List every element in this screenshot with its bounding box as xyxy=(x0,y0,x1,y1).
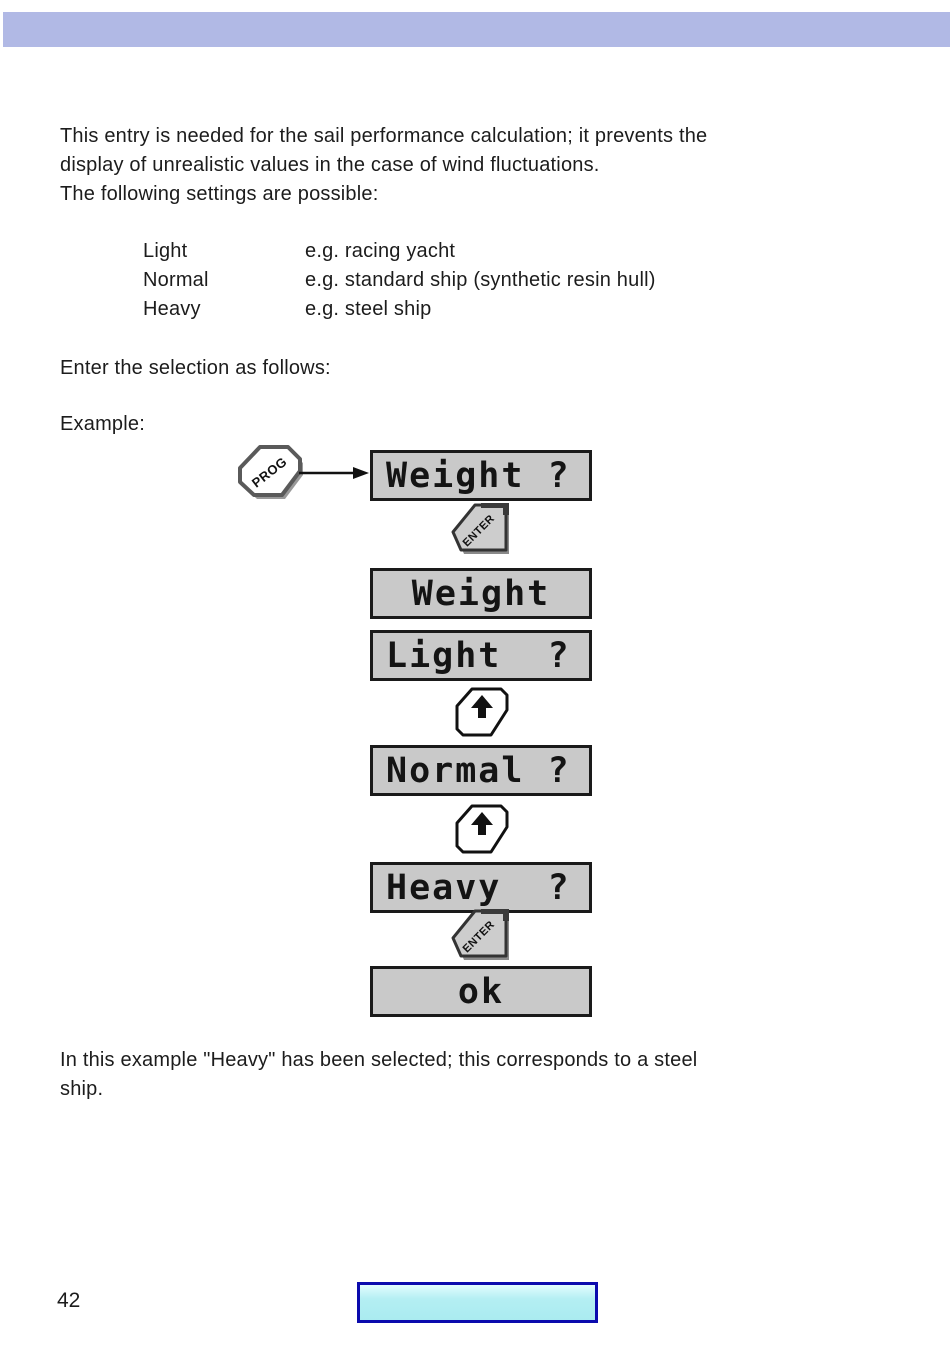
setting-label: Normal xyxy=(143,269,209,291)
lcd-text: ok xyxy=(457,971,505,1012)
lcd-text: Normal ? xyxy=(386,750,571,791)
settings-row xyxy=(143,295,656,324)
conclusion-line-2: ship. xyxy=(60,1078,104,1100)
enter-key-icon xyxy=(451,909,511,964)
conclusion-paragraph xyxy=(60,1046,697,1104)
setting-label: Light xyxy=(143,240,188,262)
setting-label: Heavy xyxy=(143,298,201,320)
conclusion-line-1: In this example "Heavy" has been selected; this corresponds to a steel xyxy=(60,1049,698,1071)
page-number: 42 xyxy=(57,1289,81,1312)
lcd-text: Heavy ? xyxy=(386,867,571,908)
prog-key-icon xyxy=(238,445,306,502)
up-arrow-key-icon xyxy=(455,804,511,856)
settings-list xyxy=(143,237,656,324)
setting-description: e.g. standard ship (synthetic resin hull) xyxy=(305,269,656,291)
lcd-display-ok xyxy=(370,966,592,1017)
lcd-display-light-option xyxy=(370,630,592,681)
intro-line-3: The following settings are possible: xyxy=(60,183,379,205)
lcd-text: Light ? xyxy=(386,635,571,676)
header-bar xyxy=(3,12,950,47)
lcd-display-heavy-option xyxy=(370,862,592,913)
up-arrow-key-icon xyxy=(455,687,511,739)
lcd-text: Weight xyxy=(411,573,551,614)
intro-line-2: display of unrealistic values in the case of wind fluctuations. xyxy=(60,154,600,176)
flow-arrow-icon xyxy=(299,464,371,482)
enter-key-label: ENTER xyxy=(460,918,498,956)
intro-paragraph xyxy=(60,122,707,209)
lcd-display-weight-prompt xyxy=(370,450,592,501)
lcd-display-normal-option xyxy=(370,745,592,796)
settings-row xyxy=(143,237,656,266)
enter-key-label: ENTER xyxy=(460,512,498,550)
setting-description: e.g. steel ship xyxy=(305,298,432,320)
prog-key-label: PROG xyxy=(248,453,290,491)
instruction-text: Enter the selection as follows: xyxy=(60,357,331,379)
lcd-display-weight xyxy=(370,568,592,619)
lcd-text: Weight ? xyxy=(386,455,571,496)
intro-line-1: This entry is needed for the sail performance calculation; it prevents the xyxy=(60,125,708,147)
settings-row xyxy=(143,266,656,295)
footer-highlight-box xyxy=(357,1282,598,1323)
setting-description: e.g. racing yacht xyxy=(305,240,456,262)
example-label: Example: xyxy=(60,413,145,435)
enter-key-icon xyxy=(451,503,511,558)
